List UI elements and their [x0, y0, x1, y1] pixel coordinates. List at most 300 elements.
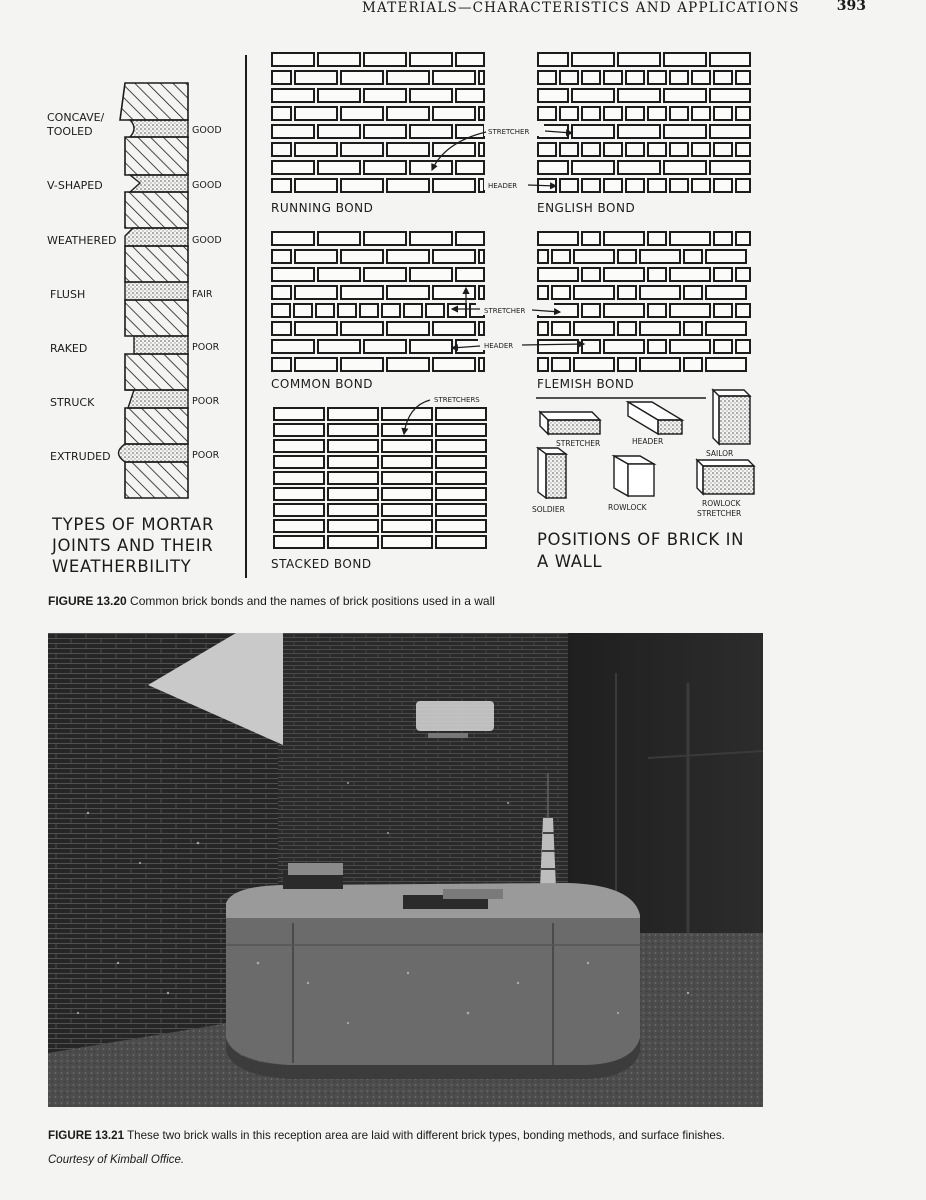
- brick: [433, 71, 475, 84]
- brick: [382, 456, 432, 468]
- brick: [640, 358, 680, 371]
- brick: [552, 358, 570, 371]
- brick: [436, 456, 486, 468]
- figure-13-21-caption: [48, 1129, 725, 1142]
- brick: [714, 268, 732, 281]
- brick: [618, 322, 636, 335]
- brick: [648, 232, 666, 245]
- brick: [318, 268, 360, 281]
- brick: [448, 304, 466, 317]
- brick: [604, 143, 622, 156]
- brick: [341, 250, 383, 263]
- figure-13-21-credit: Courtesy of Kimball Office.: [48, 1154, 185, 1166]
- mortar-joint-flush: [125, 282, 188, 300]
- brick: [410, 161, 452, 174]
- brick: [552, 250, 570, 263]
- brick: [387, 107, 429, 120]
- position-label-rowlock-stretcher-1: ROWLOCK: [702, 499, 741, 508]
- brick: [538, 322, 548, 335]
- brick: [582, 143, 600, 156]
- brick: [328, 456, 378, 468]
- brick: [710, 161, 750, 174]
- joint-rating: GOOD: [192, 125, 222, 136]
- brick: [618, 53, 660, 66]
- brick-position-header: [628, 402, 682, 434]
- joint-brick: [125, 462, 188, 498]
- positions-title-line-1: POSITIONS OF BRICK IN: [537, 530, 745, 549]
- brick: [648, 179, 666, 192]
- brick: [338, 304, 356, 317]
- brick: [574, 286, 614, 299]
- brick: [710, 125, 750, 138]
- brick: [618, 358, 636, 371]
- brick: [714, 340, 732, 353]
- brick: [274, 472, 324, 484]
- brick: [316, 304, 334, 317]
- brick: [364, 340, 406, 353]
- brick: [664, 89, 706, 102]
- brick: [341, 143, 383, 156]
- brick: [604, 232, 644, 245]
- brick: [692, 179, 710, 192]
- brick: [294, 304, 312, 317]
- callout-stretcher: STRETCHER: [488, 128, 530, 136]
- brick: [664, 161, 706, 174]
- brick: [387, 143, 429, 156]
- brick: [479, 358, 484, 371]
- brick: [714, 71, 732, 84]
- brick: [295, 179, 337, 192]
- brick: [382, 440, 432, 452]
- brick: [582, 179, 600, 192]
- brick: [604, 340, 644, 353]
- brick: [648, 304, 666, 317]
- mortar-joint-concave: [130, 120, 188, 137]
- brick: [692, 71, 710, 84]
- brick: [295, 250, 337, 263]
- english-bond-label: ENGLISH BOND: [537, 201, 636, 215]
- brick: [538, 89, 568, 102]
- joint-label-weathered: WEATHERED: [47, 234, 117, 247]
- brick-positions: [532, 390, 754, 571]
- callout-header: HEADER: [488, 182, 518, 190]
- brick: [664, 53, 706, 66]
- joint-label-raked: RAKED: [50, 342, 88, 355]
- brick: [710, 53, 750, 66]
- joint-brick: [125, 192, 188, 228]
- brick: [274, 520, 324, 532]
- joint-rating: POOR: [192, 342, 220, 353]
- brick: [692, 143, 710, 156]
- brick: [272, 340, 314, 353]
- brick: [479, 107, 484, 120]
- callout-stretcher-2: STRETCHER: [484, 307, 526, 315]
- figure-13-20-caption-text: Common brick bonds and the names of brick positions used in a wall: [130, 594, 495, 608]
- brick: [664, 125, 706, 138]
- brick: [670, 268, 710, 281]
- brick: [272, 358, 291, 371]
- brick: [604, 107, 622, 120]
- brick: [626, 143, 644, 156]
- brick: [272, 125, 314, 138]
- brick: [328, 520, 378, 532]
- joint-rating: POOR: [192, 450, 220, 461]
- brick: [318, 232, 360, 245]
- brick: [433, 179, 475, 192]
- mortar-joint-v-shaped: [130, 175, 188, 192]
- brick: [272, 71, 291, 84]
- brick: [272, 304, 290, 317]
- brick: [382, 520, 432, 532]
- brick: [274, 488, 324, 500]
- brick: [538, 232, 578, 245]
- brick: [560, 179, 578, 192]
- brick: [295, 286, 337, 299]
- brick: [436, 520, 486, 532]
- joint-rating: POOR: [192, 396, 220, 407]
- brick: [479, 179, 484, 192]
- brick: [456, 53, 484, 66]
- figure-13-20-caption: [48, 594, 495, 608]
- brick: [382, 424, 432, 436]
- brick: [582, 268, 600, 281]
- brick: [433, 322, 475, 335]
- brick: [706, 286, 746, 299]
- figure-13-21-photo: [48, 633, 763, 1107]
- brick: [436, 408, 486, 420]
- brick: [736, 143, 750, 156]
- brick: [328, 472, 378, 484]
- brick: [736, 268, 750, 281]
- brick: [618, 250, 636, 263]
- mortar-joint-raked: [134, 336, 188, 354]
- brick: [456, 125, 484, 138]
- position-label-rowlock: ROWLOCK: [608, 503, 647, 512]
- position-label-soldier: SOLDIER: [532, 505, 565, 514]
- brick: [479, 286, 484, 299]
- brick: [272, 322, 291, 335]
- brick: [736, 232, 750, 245]
- brick: [736, 71, 750, 84]
- brick: [692, 107, 710, 120]
- brick: [572, 89, 614, 102]
- brick: [670, 179, 688, 192]
- brick: [360, 304, 378, 317]
- brick: [410, 125, 452, 138]
- brick: [714, 304, 732, 317]
- brick: [706, 358, 746, 371]
- brick: [274, 408, 324, 420]
- brick: [295, 71, 337, 84]
- brick: [582, 71, 600, 84]
- brick: [670, 143, 688, 156]
- brick: [382, 504, 432, 516]
- brick: [387, 322, 429, 335]
- brick: [318, 53, 360, 66]
- brick: [410, 89, 452, 102]
- joint-rating: GOOD: [192, 180, 222, 191]
- brick: [382, 488, 432, 500]
- brick: [433, 250, 475, 263]
- brick: [328, 504, 378, 516]
- running-bond-panel: [272, 53, 484, 192]
- brick: [648, 107, 666, 120]
- brick: [538, 143, 556, 156]
- brick: [670, 107, 688, 120]
- brick: [274, 440, 324, 452]
- brick: [640, 322, 680, 335]
- brick: [684, 250, 702, 263]
- brick: [364, 232, 406, 245]
- joint-label-struck: STRUCK: [50, 396, 95, 409]
- brick: [272, 232, 314, 245]
- brick: [433, 358, 475, 371]
- figure-13-21-caption-text: These two brick walls in this reception area are laid with different brick types, bonding methods, and surface finishes.: [127, 1129, 725, 1142]
- brick: [714, 107, 732, 120]
- mortar-joint-weathered: [125, 228, 188, 246]
- joint-rating: FAIR: [192, 289, 213, 300]
- brick-position-sailor: [713, 390, 750, 444]
- brick: [382, 472, 432, 484]
- brick: [710, 89, 750, 102]
- brick: [572, 161, 614, 174]
- brick: [272, 53, 314, 66]
- brick: [618, 89, 660, 102]
- brick: [274, 424, 324, 436]
- brick-position-rowlock-stretcher: [697, 460, 754, 494]
- brick: [436, 504, 486, 516]
- brick: [684, 322, 702, 335]
- stacked-bond-label: STACKED BOND: [271, 557, 372, 571]
- joints-title-line-2: JOINTS AND THEIR: [52, 536, 214, 555]
- brick: [295, 107, 337, 120]
- brick: [574, 250, 614, 263]
- brick: [572, 53, 614, 66]
- brick: [560, 71, 578, 84]
- brick: [618, 286, 636, 299]
- brick: [706, 322, 746, 335]
- joint-label-v-shaped: V-SHAPED: [47, 179, 103, 192]
- brick: [456, 232, 484, 245]
- brick: [274, 536, 324, 548]
- brick: [272, 161, 314, 174]
- position-label-rowlock-stretcher-2: STRETCHER: [697, 509, 742, 518]
- brick: [736, 340, 750, 353]
- brick: [410, 53, 452, 66]
- brick: [364, 268, 406, 281]
- brick: [618, 161, 660, 174]
- joints-title-line-3: WEATHERBILITY: [52, 557, 192, 576]
- brick: [538, 107, 556, 120]
- brick: [410, 340, 452, 353]
- brick: [318, 125, 360, 138]
- brick: [272, 179, 291, 192]
- brick: [736, 107, 750, 120]
- brick: [387, 179, 429, 192]
- brick: [670, 304, 710, 317]
- brick: [552, 286, 570, 299]
- brick: [714, 232, 732, 245]
- joint-brick: [125, 408, 188, 444]
- position-label-header: HEADER: [632, 437, 664, 446]
- brick: [626, 71, 644, 84]
- brick: [538, 71, 556, 84]
- brick: [648, 71, 666, 84]
- common-bond-panel: [272, 232, 484, 371]
- brick: [328, 440, 378, 452]
- brick: [272, 250, 291, 263]
- brick: [364, 161, 406, 174]
- positions-title-line-2: A WALL: [537, 552, 603, 571]
- figure-13-20-caption-label: FIGURE 13.20: [48, 594, 127, 608]
- brick: [648, 143, 666, 156]
- brick: [341, 71, 383, 84]
- brick: [574, 358, 614, 371]
- mortar-joint-struck: [125, 390, 188, 408]
- brick: [582, 232, 600, 245]
- mortar-joints-column: [46, 83, 222, 576]
- brick: [436, 472, 486, 484]
- position-label-stretcher: STRETCHER: [556, 439, 601, 448]
- brick: [387, 250, 429, 263]
- brick: [626, 107, 644, 120]
- joint-rating: GOOD: [192, 235, 222, 246]
- brick: [582, 107, 600, 120]
- brick: [382, 304, 400, 317]
- joints-title-line-1: TYPES OF MORTAR: [52, 515, 215, 534]
- brick: [387, 358, 429, 371]
- brick: [387, 286, 429, 299]
- common-bond-label: COMMON BOND: [271, 377, 373, 391]
- brick: [479, 143, 484, 156]
- brick: [670, 232, 710, 245]
- brick-position-soldier: [538, 448, 566, 498]
- brick: [572, 125, 614, 138]
- brick: [382, 408, 432, 420]
- brick: [684, 286, 702, 299]
- brick: [410, 232, 452, 245]
- mortar-joint-extruded: [119, 444, 189, 462]
- joint-label-extruded: EXTRUDED: [50, 450, 111, 463]
- running-title: MATERIALS—CHARACTERISTICS AND APPLICATIONS: [362, 0, 800, 16]
- brick: [604, 304, 644, 317]
- brick: [456, 161, 484, 174]
- brick: [295, 358, 337, 371]
- brick: [538, 161, 568, 174]
- running-bond-label: RUNNING BOND: [271, 201, 374, 215]
- brick: [272, 143, 291, 156]
- joint-brick: [125, 137, 188, 175]
- brick: [433, 286, 475, 299]
- joint-brick: [125, 354, 188, 390]
- brick: [328, 488, 378, 500]
- flemish-bond-panel: [538, 232, 750, 371]
- brick: [433, 107, 475, 120]
- brick: [436, 488, 486, 500]
- brick: [328, 408, 378, 420]
- brick: [318, 161, 360, 174]
- brick: [670, 71, 688, 84]
- joint-label-concave-1: CONCAVE/: [47, 111, 105, 124]
- figure-13-21-caption-label: FIGURE 13.21: [48, 1129, 125, 1142]
- brick: [341, 358, 383, 371]
- position-label-sailor: SAILOR: [706, 449, 734, 458]
- brick: [479, 322, 484, 335]
- brick: [382, 536, 432, 548]
- brick: [274, 504, 324, 516]
- brick: [364, 53, 406, 66]
- brick: [410, 268, 452, 281]
- brick: [560, 107, 578, 120]
- brick: [538, 250, 548, 263]
- joint-label-concave-2: TOOLED: [47, 125, 93, 138]
- brick: [318, 89, 360, 102]
- brick: [341, 322, 383, 335]
- brick: [364, 125, 406, 138]
- callout-stretchers: STRETCHERS: [434, 396, 480, 404]
- brick: [274, 456, 324, 468]
- brick: [479, 250, 484, 263]
- brick: [538, 286, 548, 299]
- brick: [456, 89, 484, 102]
- page-number: 393: [836, 0, 866, 14]
- brick: [640, 250, 680, 263]
- brick: [582, 304, 600, 317]
- brick: [436, 424, 486, 436]
- brick: [538, 358, 548, 371]
- brick: [436, 536, 486, 548]
- callout-header-2: HEADER: [484, 342, 514, 350]
- brick-position-rowlock: [614, 456, 654, 496]
- brick: [426, 304, 444, 317]
- brick: [538, 53, 568, 66]
- brick: [648, 268, 666, 281]
- brick: [404, 304, 422, 317]
- brick: [341, 107, 383, 120]
- brick: [640, 286, 680, 299]
- brick: [387, 71, 429, 84]
- joint-brick: [125, 246, 188, 282]
- brick: [626, 179, 644, 192]
- brick: [618, 125, 660, 138]
- stacked-bond-panel: [274, 408, 486, 548]
- brick: [341, 286, 383, 299]
- brick: [272, 268, 314, 281]
- flemish-bond-label: FLEMISH BOND: [537, 377, 635, 391]
- brick: [574, 322, 614, 335]
- brick: [272, 286, 291, 299]
- brick: [604, 268, 644, 281]
- brick: [538, 268, 578, 281]
- brick: [295, 322, 337, 335]
- brick: [736, 304, 750, 317]
- brick: [714, 143, 732, 156]
- brick: [560, 143, 578, 156]
- brick: [272, 89, 314, 102]
- brick: [328, 536, 378, 548]
- joint-brick: [120, 83, 188, 120]
- joint-label-flush: FLUSH: [50, 288, 86, 301]
- brick: [604, 179, 622, 192]
- brick: [295, 143, 337, 156]
- joint-brick: [125, 300, 188, 336]
- brick: [552, 322, 570, 335]
- brick: [648, 340, 666, 353]
- brick: [582, 340, 600, 353]
- brick: [328, 424, 378, 436]
- brick: [341, 179, 383, 192]
- brick: [604, 71, 622, 84]
